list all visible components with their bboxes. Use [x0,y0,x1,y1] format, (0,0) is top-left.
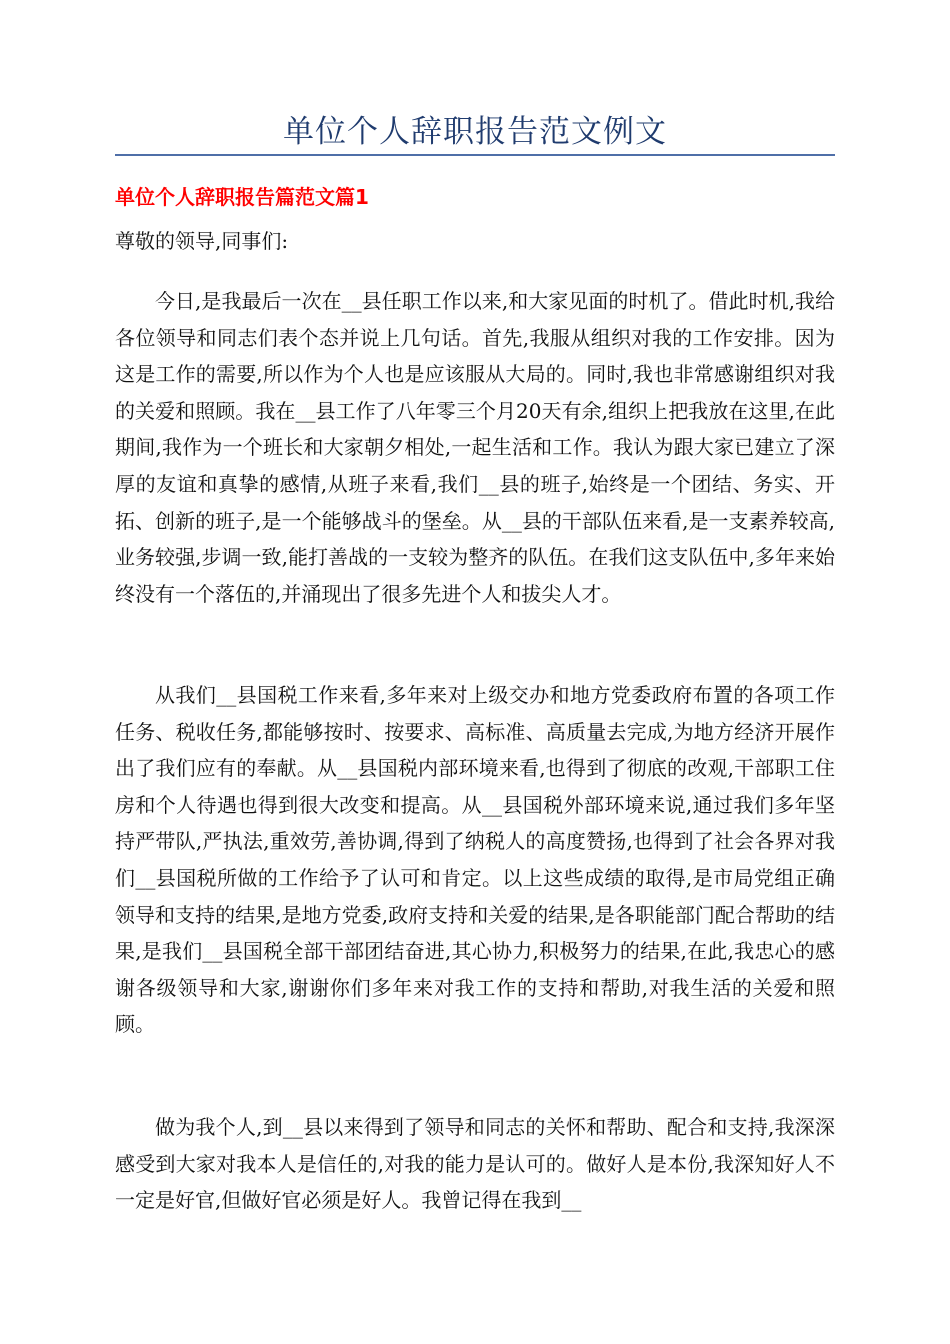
body-paragraph-1: 今日,是我最后一次在__县任职工作以来,和大家见面的时机了。借此时机,我给各位领导和同志们表个态并说上几句话。首先,我服从组织对我的工作安排。因为这是工作的需要,所以作为个人也是应该服从大局的。同时,我也非常感谢组织对我的关爱和照顾。我在__县工作了八年零三个月20天有余,组织上把我放在这里,在此期间,我作为一个班长和大家朝夕相处,一起生活和工作。我认为跟大家已建立了深厚的友谊和真挚的感情,从班子来看,我们__县的班子,始终是一个团结、务实、开拓、创新的班子,是一个能够战斗的堡垒。从__县的干部队伍来看,是一支素养较高,业务较强,步调一致,能打善战的一支较为整齐的队伍。在我们这支队伍中,多年来始终没有一个落伍的,并涌现出了很多先进个人和拔尖人才。 [115,289,835,606]
section-heading: 单位个人辞职报告篇范文篇1 [115,185,369,209]
document-title: 单位个人辞职报告范文例文 [283,114,667,150]
body-paragraph-2: 从我们__县国税工作来看,多年来对上级交办和地方党委政府布置的各项工作任务、税收任务,都能够按时、按要求、高标准、高质量去完成,为地方经济开展作出了我们应有的奉献。从__县国税内部环境来看,也得到了彻底的改观,干部职工住房和个人待遇也得到很大改变和提高。从__县国税外部环境来说,通过我们多年坚持严带队,严执法,重效劳,善协调,得到了纳税人的高度赞扬,也得到了社会各界对我们__县国税所做的工作给予了认可和肯定。以上这些成绩的取得,是市局党组正确领导和支持的结果,是地方党委,政府支持和关爱的结果,是各职能部门配合帮助的结果,是我们__县国税全部干部团结奋进,其心协力,积极努力的结果,在此,我忠心的感谢各级领导和大家,谢谢你们多年来对我工作的支持和帮助,对我生活的关爱和照顾。 [115,683,835,1037]
salutation: 尊敬的领导,同事们: [115,229,289,253]
body-paragraph-3: 做为我个人,到__县以来得到了领导和同志的关怀和帮助、配合和支持,我深深感受到大家对我本人是信任的,对我的能力是认可的。做好人是本份,我深知好人不一定是好官,但做好官必须是好人。我曾记得在我到__ [115,1115,835,1213]
title-underline [115,154,835,156]
